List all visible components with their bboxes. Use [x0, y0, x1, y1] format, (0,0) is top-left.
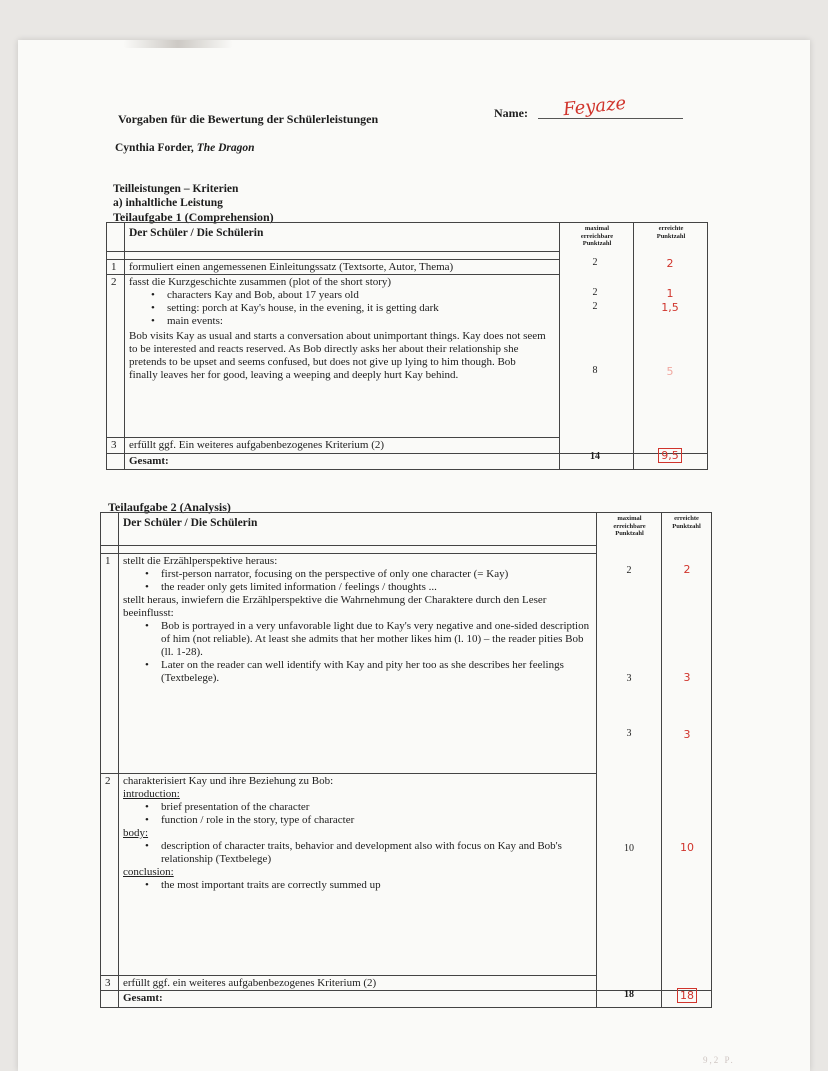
task1-b2-achieved: 1,5 [661, 301, 679, 314]
task2-bullet-limited-info: • the reader only gets limited information / feelings / thoughts ... [161, 581, 593, 594]
paper-smudge [123, 40, 233, 48]
task2-bullet-kay: • Later on the reader can well identify with Kay and pity her too as she describes her feelings (Textbelege). [161, 659, 593, 685]
student-name: Feyaze [562, 92, 628, 121]
task1-total-achieved: 9,5 [650, 449, 690, 462]
task2-a4-achieved: 3 [683, 728, 691, 741]
name-label: Name: [494, 106, 528, 120]
section-heading [113, 182, 238, 210]
task2-bullet-presentation: • brief presentation of the character [161, 801, 593, 814]
section-line-1: Teilleistungen – Kriterien [113, 183, 239, 195]
task1-criterion-2: fasst die Kurzgeschichte zusammen (plot of the short story) • characters Kay and Bob, about 17 years old • setting: porch at Kay's house, in the evening, it is getting dark • main events: Bob visits Kay as usual and starts a conversation about unimportant things. Kay does not seem to be interested and reacts reserved. As Bob directly asks her about their relationship she pretends to be upset and seems confused, but does not give up lying to him though. Bob finally leaves her for good, leaving a weeping and deeply hurt Kay behind. [129, 276, 559, 382]
task1-events-max: 8 [592, 365, 598, 376]
task2-a1-max: 2 [626, 565, 632, 576]
task2-title: Teilaufgabe 2 (Analysis) [108, 500, 231, 514]
task2-bullet-summary: • the most important traits are correctly summed up [161, 879, 593, 892]
task2-c-achieved: 10 [680, 841, 694, 854]
task2-bullet-bob: • Bob is portrayed in a very unfavorable light due to Kay's very negative and one-sided description of him (not reliable). At least she admits that her mother likes him (l. 10) – the reader pities Bob (ll. 1-28). [161, 620, 593, 659]
task1-title: Teilaufgabe 1 (Comprehension) [113, 210, 274, 224]
task2-c-max: 10 [624, 843, 634, 854]
task2-total-max: 18 [624, 989, 634, 1000]
task1-b1-max: 2 [592, 287, 598, 298]
task1-events-text: Bob visits Kay as usual and starts a conversation about unimportant things. Kay does not seem to be interested and reacts reserved. As Bob directly asks her about their relationship she pretends to be upset and seems confused, but does not give up lying to him though. Bob finally leaves her for good, leaving a weeping and deeply hurt Kay behind. [129, 330, 546, 381]
work-reference [115, 142, 255, 154]
task1-total-label: Gesamt: [129, 455, 169, 467]
task2-subject: Der Schüler / Die Schülerin [123, 517, 258, 529]
task2-a3-achieved: 3 [683, 671, 691, 684]
author: Cynthia Forder, [115, 142, 194, 154]
page-title: Vorgaben für die Bewertung der Schülerleistungen [118, 112, 379, 126]
task2-a1-achieved: 2 [683, 563, 691, 576]
task2-intro-label: introduction: [123, 788, 180, 800]
task2-total-label: Gesamt: [123, 992, 163, 1004]
work-title: The Dragon [196, 142, 255, 154]
section-line-2: a) inhaltliche Leistung [113, 197, 223, 209]
task2-bullet-function: • function / role in the story, type of character [161, 814, 593, 827]
task2-criterion-1: stellt die Erzählperspektive heraus: • first-person narrator, focusing on the perspective of only one character (= Kay) • the reader only gets limited information / feelings / thoughts ... stellt heraus, inwiefern die Erzählperspektive die Wahrnehmung der Charaktere durch den Leser beeinflusst: • Bob is portrayed in a very unfavorable light due to Kay's very negative and one-sided description of him (not reliable). At least she admits that her mother likes him (l. 10) – the reader pities Bob (ll. 1-28). • Later on the reader can well identify with Kay and pity her too as she describes her feelings (Textbelege). [123, 555, 593, 685]
grading-sheet [18, 40, 810, 1071]
task1-criterion-3: erfüllt ggf. Ein weiteres aufgabenbezogenes Kriterium (2) [129, 439, 385, 451]
task1-row1-achieved: 2 [666, 257, 674, 270]
task1-col-max: maximal erreichbare Punktzahl [580, 225, 614, 247]
task2-conclusion-label: conclusion: [123, 866, 174, 878]
task2-a3-max: 3 [626, 673, 632, 684]
task1-events-achieved: 5 [666, 365, 674, 378]
task1-criterion-1: formuliert einen angemessenen Einleitungssatz (Textsorte, Autor, Thema) [129, 261, 454, 273]
name-line [538, 118, 683, 119]
task1-b1-achieved: 1 [666, 287, 674, 300]
task2-col-achieved: erreichte Punktzahl [672, 515, 701, 530]
task1-total-max: 14 [590, 451, 600, 462]
task1-subject: Der Schüler / Die Schülerin [129, 227, 264, 239]
task2-criterion-3: erfüllt ggf. ein weiteres aufgabenbezogenes Kriterium (2) [123, 977, 377, 989]
faint-note: 9,2 P. [703, 1055, 735, 1065]
task2-total-achieved: 18 [667, 989, 707, 1002]
task1-bullet-events: • main events: [167, 315, 559, 328]
task2-bullet-traits: • description of character traits, behavior and development also with focus on Kay and Bob's relationship (Textbelege) [161, 840, 593, 866]
task1-b2-max: 2 [592, 301, 598, 312]
task1-row1-max: 2 [592, 257, 598, 268]
task2-body-label: body: [123, 827, 149, 839]
task2-criterion-2: charakterisiert Kay und ihre Beziehung zu Bob: introduction: • brief presentation of the character • function / role in the story, type of character body: • description of character traits, behavior and development also with focus on Kay and Bob's relationship (Textbelege) conclusion: • the most important traits are correctly summed up [123, 775, 593, 892]
task1-table: Der Schüler / Die Schülerin maximal erreichbare Punktzahl erreichte Punktzahl 1 formuliert einen angemessenen Einleitungssatz (Textsorte, Autor, Thema) 2 2 2 fasst die Kurzgeschichte zusammen (plot of the short story) • characters Kay and Bob, about 17 years old • setting: porch at Kay's house, in the evening, it is getting dark • main events: Bob visits Kay as usual and starts a conversation about unimportant things. Kay does not seem to be interested and reacts reserved. As Bob directly asks her about their relationship she pretends to be upset and seems confused, but does not give up lying to him though. Bob finally leaves her for good, leaving a weeping and deeply hurt Kay behind. 2 1 2 1,5 8 5 3 erfüllt ggf. Ein weiteres aufgabenbezogenes Kriterium (2) Gesamt: 14 9,5 [106, 222, 708, 470]
task1-col-achieved: erreichte Punktzahl [656, 225, 686, 240]
task2-bullet-narrator: • first-person narrator, focusing on the perspective of only one character (= Kay) [161, 568, 593, 581]
task2-table: Der Schüler / Die Schülerin maximal erreichbare Punktzahl erreichte Punktzahl 1 stellt die Erzählperspektive heraus: • first-person narrator, focusing on the perspective of only one character (= Kay) • the reader only gets limited information / feelings / thoughts ... stellt heraus, inwiefern die Erzählperspektive die Wahrnehmung der Charaktere durch den Leser beeinflusst: • Bob is portrayed in a very unfavorable light due to Kay's very negative and one-sided description of him (not reliable). At least she admits that her mother likes him (l. 10) – the reader pities Bob (ll. 1-28). • Later on the reader can well identify with Kay and pity her too as she describes her feelings (Textbelege). 2 2 3 3 3 3 2 charakterisiert Kay und ihre Beziehung zu Bob: introduction: • brief presentation of the character • function / role in the story, type of character body: • description of character traits, behavior and development also with focus on Kay and Bob's relationship (Textbelege) conclusion: • the most important traits are correctly summed up 10 10 3 erfüllt ggf. ein weiteres aufgabenbezogenes Kriterium (2) Gesamt: 18 18 [100, 512, 712, 1008]
task2-a4-max: 3 [626, 728, 632, 739]
task1-bullet-characters: • characters Kay and Bob, about 17 years old [167, 289, 559, 302]
task2-col-max: maximal erreichbare Punktzahl [613, 515, 646, 537]
task1-bullet-setting: • setting: porch at Kay's house, in the evening, it is getting dark [167, 302, 559, 315]
